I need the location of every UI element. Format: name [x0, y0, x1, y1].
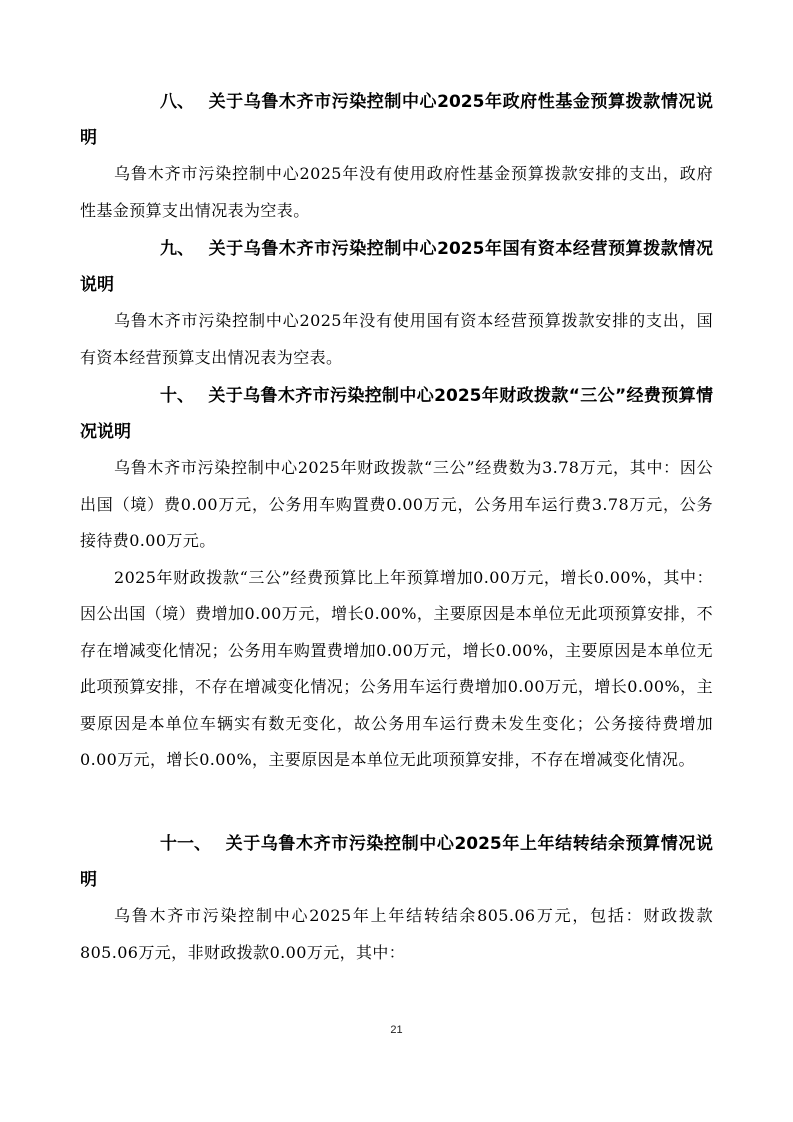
heading-number: 八、: [160, 92, 194, 112]
heading-number: 九、: [160, 239, 194, 259]
section-heading: [80, 231, 713, 303]
heading-number: 十一、: [160, 834, 211, 854]
heading-text: 关于乌鲁木齐市污染控制中心2025年上年结转结余预算情况说明: [80, 834, 713, 890]
section-heading: [80, 826, 713, 898]
section-10: [80, 378, 713, 779]
body-paragraph: 2025年财政拨款“三公”经费预算比上年预算增加0.00万元，增长0.00%，其中：因公出国（境）费增加0.00万元，增长0.00%，主要原因是本单位无此项预算安排，不存在增减变化情况；公务用车购置费增加0.00万元，增长0.00%，主要原因是本单位无此项预算安排，不存在增减变化情况；公务用车运行费增加0.00万元，增长0.00%，主要原因是本单位车辆实有数无变化，故公务用车运行费未发生变化；公务接待费增加0.00万元，增长0.00%，主要原因是本单位无此项预算安排，不存在增减变化情况。: [80, 567, 713, 769]
section-heading: [80, 378, 713, 450]
body-paragraph: 乌鲁木齐市污染控制中心2025年财政拨款“三公”经费数为3.78万元，其中：因公出国（境）费0.00万元，公务用车购置费0.00万元，公务用车运行费3.78万元，公务接待费0.00万元。: [80, 458, 713, 550]
heading-text: 关于乌鲁木齐市污染控制中心2025年财政拨款“三公”经费预算情况说明: [80, 386, 713, 442]
section-heading: [80, 84, 713, 156]
heading-text: 关于乌鲁木齐市污染控制中心2025年国有资本经营预算拨款情况说明: [80, 239, 713, 295]
heading-number: 十、: [160, 386, 194, 406]
section-9: [80, 231, 713, 376]
section-11: [80, 826, 713, 971]
body-paragraph: 乌鲁木齐市污染控制中心2025年上年结转结余805.06万元，包括：财政拨款805.06万元，非财政拨款0.00万元，其中：: [80, 906, 713, 962]
page-number: 21: [390, 1024, 403, 1036]
heading-text: 关于乌鲁木齐市污染控制中心2025年政府性基金预算拨款情况说明: [80, 92, 713, 148]
body-paragraph: 乌鲁木齐市污染控制中心2025年没有使用国有资本经营预算拨款安排的支出，国有资本经营预算支出情况表为空表。: [80, 311, 713, 367]
section-8: [80, 84, 713, 229]
body-paragraph: 乌鲁木齐市污染控制中心2025年没有使用政府性基金预算拨款安排的支出，政府性基金预算支出情况表为空表。: [80, 164, 713, 220]
